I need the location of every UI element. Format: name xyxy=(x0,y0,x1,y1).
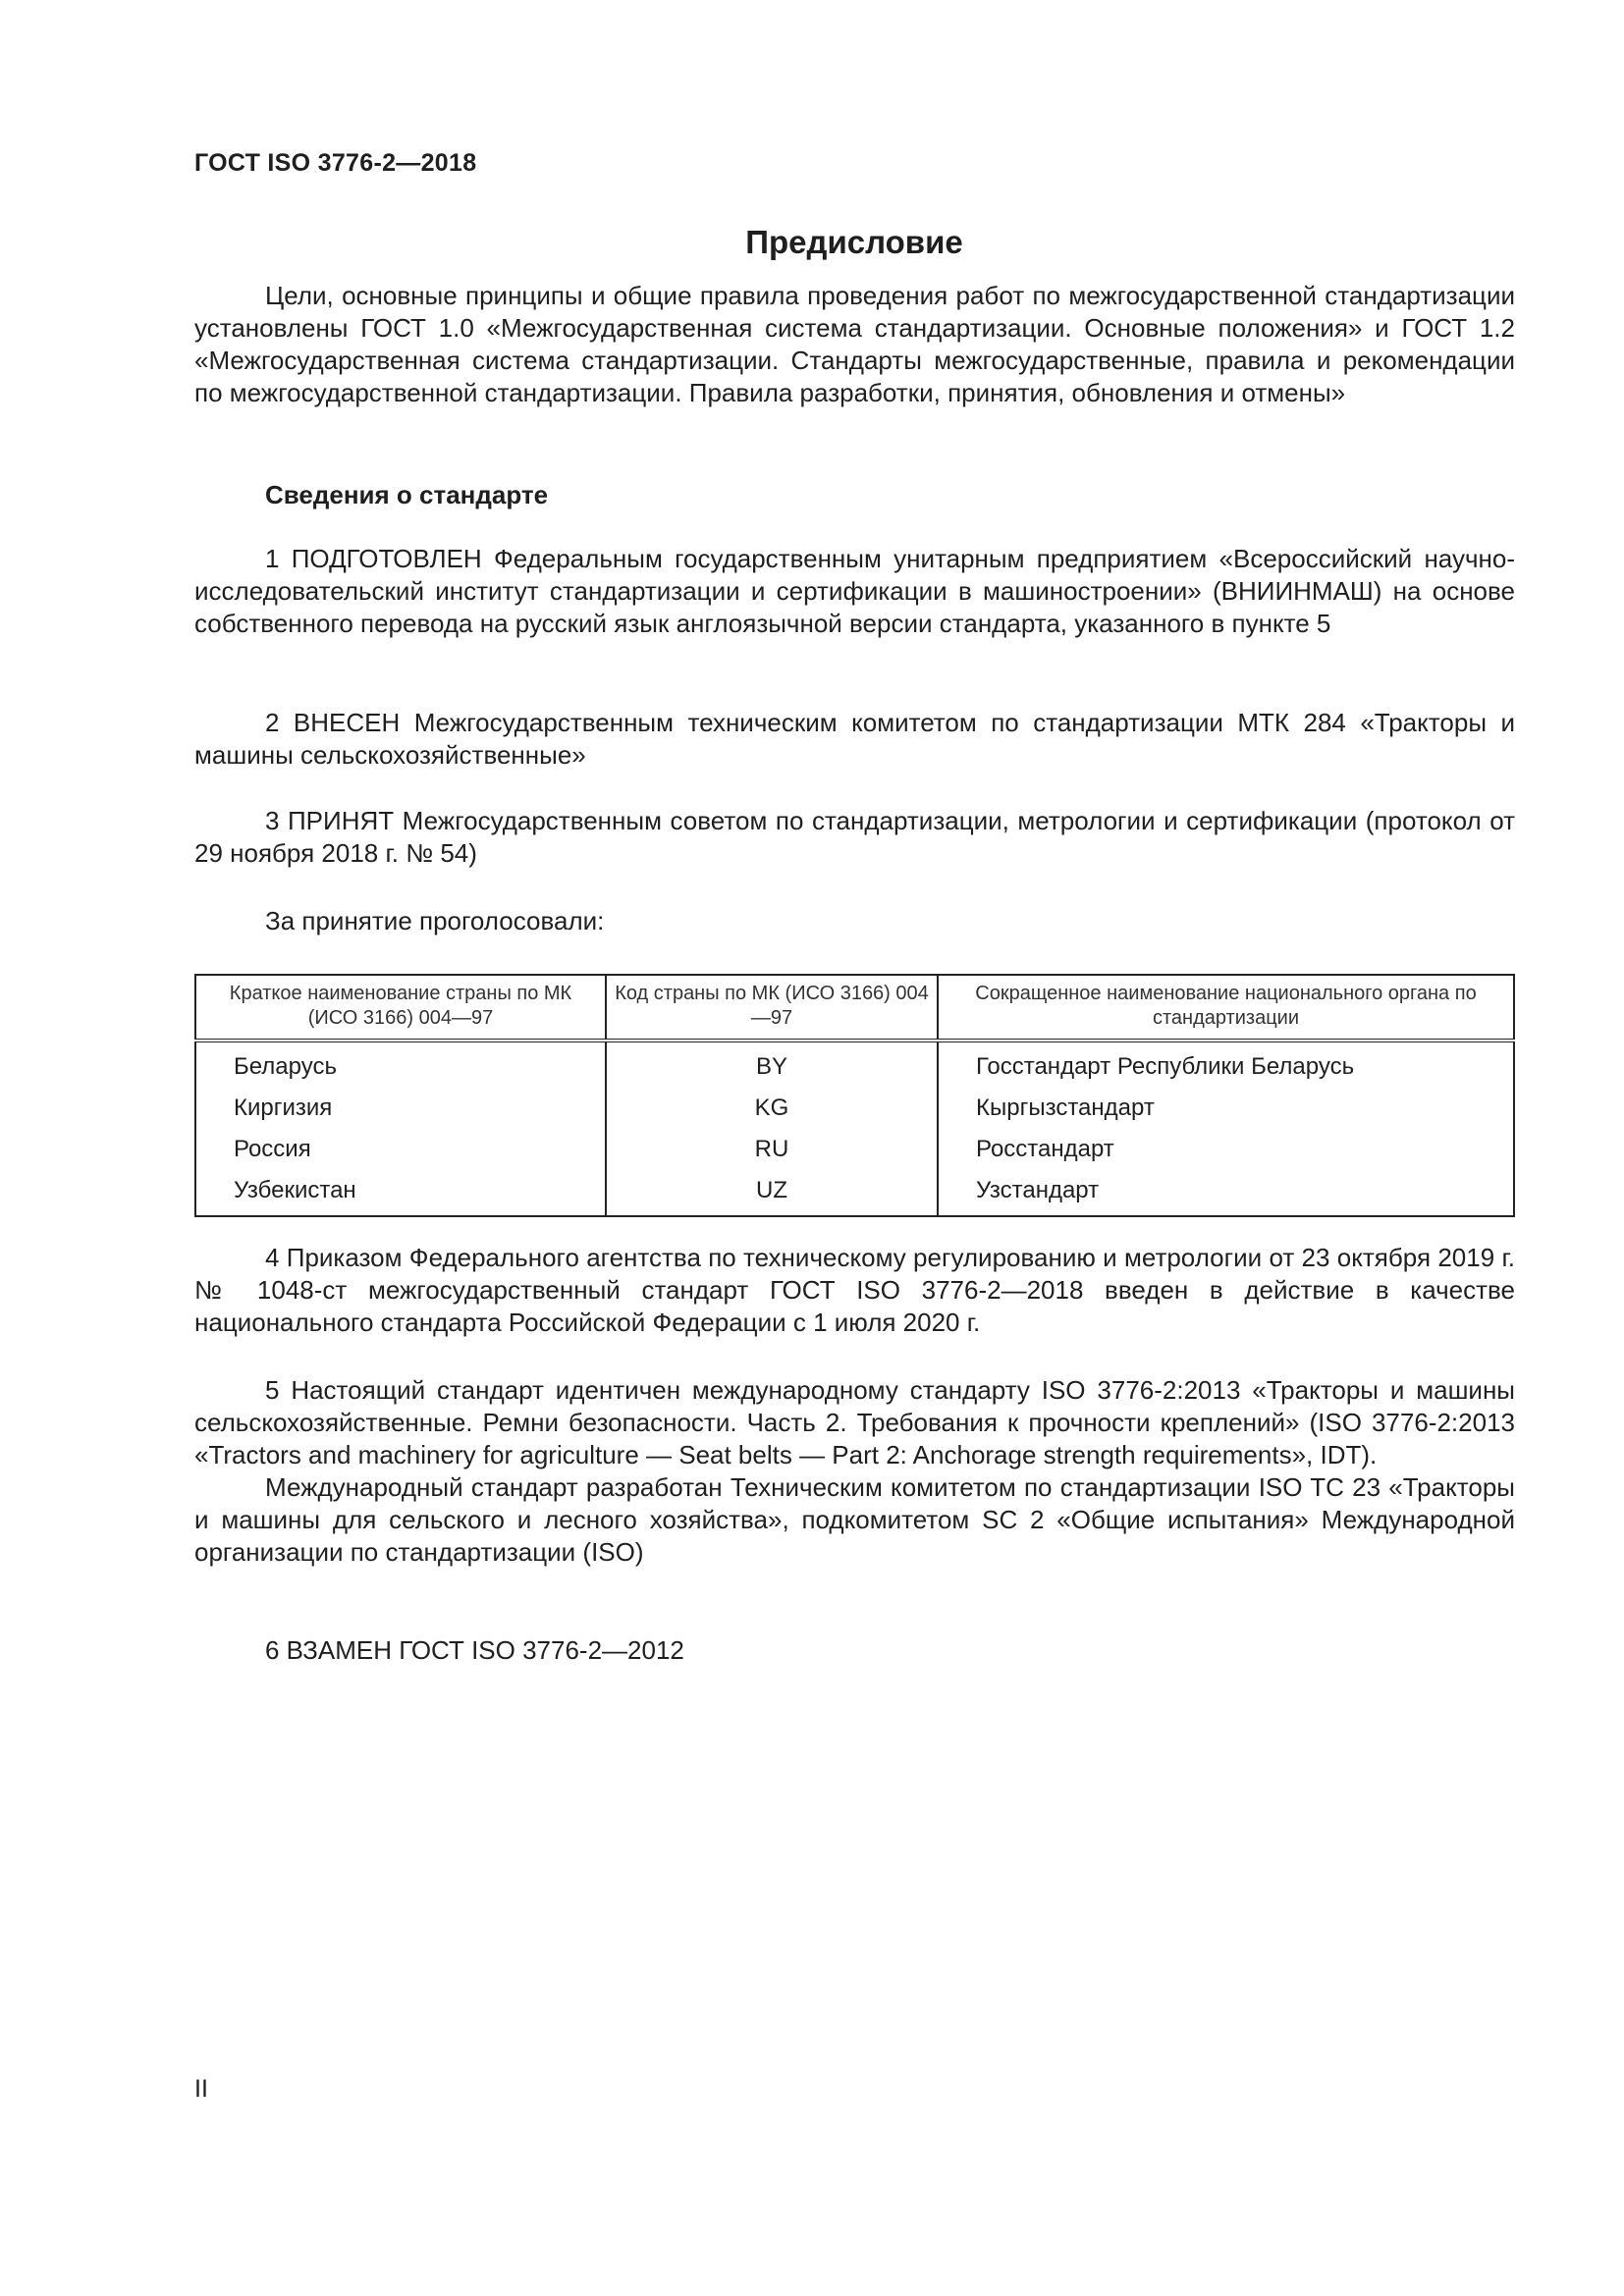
item-2 xyxy=(194,707,1515,772)
table-row xyxy=(195,1088,1514,1129)
voted-label-block xyxy=(194,905,1515,937)
item-5-text: 5 Настоящий стандарт идентичен международному стандарту ISO 3776-2:2013 «Тракторы и машины сельскохозяйственные. Ремни безопасности. Часть 2. Требования к прочности креплений» (ISO 3776-2:2013 «Tractors and machinery for agriculture — Seat belts — Part 2: Anchorage strength requirements», IDT). xyxy=(194,1375,1515,1469)
header-country: Краткое наименование страны по МК (ИСО 3166) 004—97 xyxy=(195,975,606,1041)
item-3 xyxy=(194,805,1515,870)
page-number: II xyxy=(194,2075,208,2103)
header-body: Сокращенное наименование национального органа по стандартизации xyxy=(938,975,1514,1041)
intro-paragraph xyxy=(194,280,1515,409)
item-4 xyxy=(194,1242,1515,1339)
cell-code: KG xyxy=(606,1088,938,1129)
cell-body: Госстандарт Республики Беларусь xyxy=(938,1041,1514,1088)
cell-body: Узстандарт xyxy=(938,1170,1514,1216)
voted-label: За принятие проголосовали: xyxy=(265,906,605,935)
cell-country: Киргизия xyxy=(195,1088,606,1129)
item-3-text: 3 ПРИНЯТ Межгосударственным советом по стандартизации, метрологии и сертификации (протокол от 29 ноября 2018 г. № 54) xyxy=(194,806,1515,868)
cell-code: BY xyxy=(606,1041,938,1088)
cell-body: Росстандарт xyxy=(938,1129,1514,1170)
item-5 xyxy=(194,1374,1515,1569)
document-number: ГОСТ ISO 3776-2—2018 xyxy=(194,149,477,177)
item-4-text: 4 Приказом Федерального агентства по техническому регулированию и метрологии от 23 октября 2019 г. № 1048-ст межгосударственный стандарт ГОСТ ISO 3776-2—2018 введен в действие в качестве национального стандарта Российской Федерации с 1 июля 2020 г. xyxy=(194,1243,1515,1337)
table-header-row xyxy=(195,975,1514,1041)
cell-country: Беларусь xyxy=(195,1041,606,1088)
intro-text: Цели, основные принципы и общие правила проведения работ по межгосударственной стандартизации установлены ГОСТ 1.0 «Межгосударственная система стандартизации. Основные положения» и ГОСТ 1.2 «Межгосударственная система стандартизации. Стандарты межгосударственные, правила и рекомендации по межгосударственной стандартизации. Правила разработки, принятия, обновления и отмены» xyxy=(194,281,1515,407)
item-6 xyxy=(194,1634,1515,1667)
cell-country: Россия xyxy=(195,1129,606,1170)
table-row xyxy=(195,1170,1514,1216)
cell-code: RU xyxy=(606,1129,938,1170)
voting-table xyxy=(194,974,1515,1217)
info-heading: Сведения о стандарте xyxy=(265,480,549,509)
cell-country: Узбекистан xyxy=(195,1170,606,1216)
cell-body: Кыргызстандарт xyxy=(938,1088,1514,1129)
table-row xyxy=(195,1129,1514,1170)
item-5-note: Международный стандарт разработан Техническим комитетом по стандартизации ISO TC 23 «Тракторы и машины для сельского и лесного хозяйства», подкомитетом SC 2 «Общие испытания» Международной организации по стандартизации (ISO) xyxy=(194,1472,1515,1567)
item-6-text: 6 ВЗАМЕН ГОСТ ISO 3776-2—2012 xyxy=(265,1635,684,1665)
page-title: Предисловие xyxy=(745,224,963,260)
item-1 xyxy=(194,543,1515,640)
item-1-text: 1 ПОДГОТОВЛЕН Федеральным государственным унитарным предприятием «Всероссийский научно-исследовательский институт стандартизации и сертификации в машиностроении» (ВНИИНМАШ) на основе собственного перевода на русский язык англоязычной версии стандарта, указанного в пункте 5 xyxy=(194,544,1515,638)
item-2-text: 2 ВНЕСЕН Межгосударственным техническим комитетом по стандартизации МТК 284 «Тракторы и машины сельскохозяйственные» xyxy=(194,708,1515,770)
header-code: Код страны по МК (ИСО 3166) 004—97 xyxy=(606,975,938,1041)
cell-code: UZ xyxy=(606,1170,938,1216)
info-heading-block xyxy=(194,479,1515,511)
table-row xyxy=(195,1041,1514,1088)
